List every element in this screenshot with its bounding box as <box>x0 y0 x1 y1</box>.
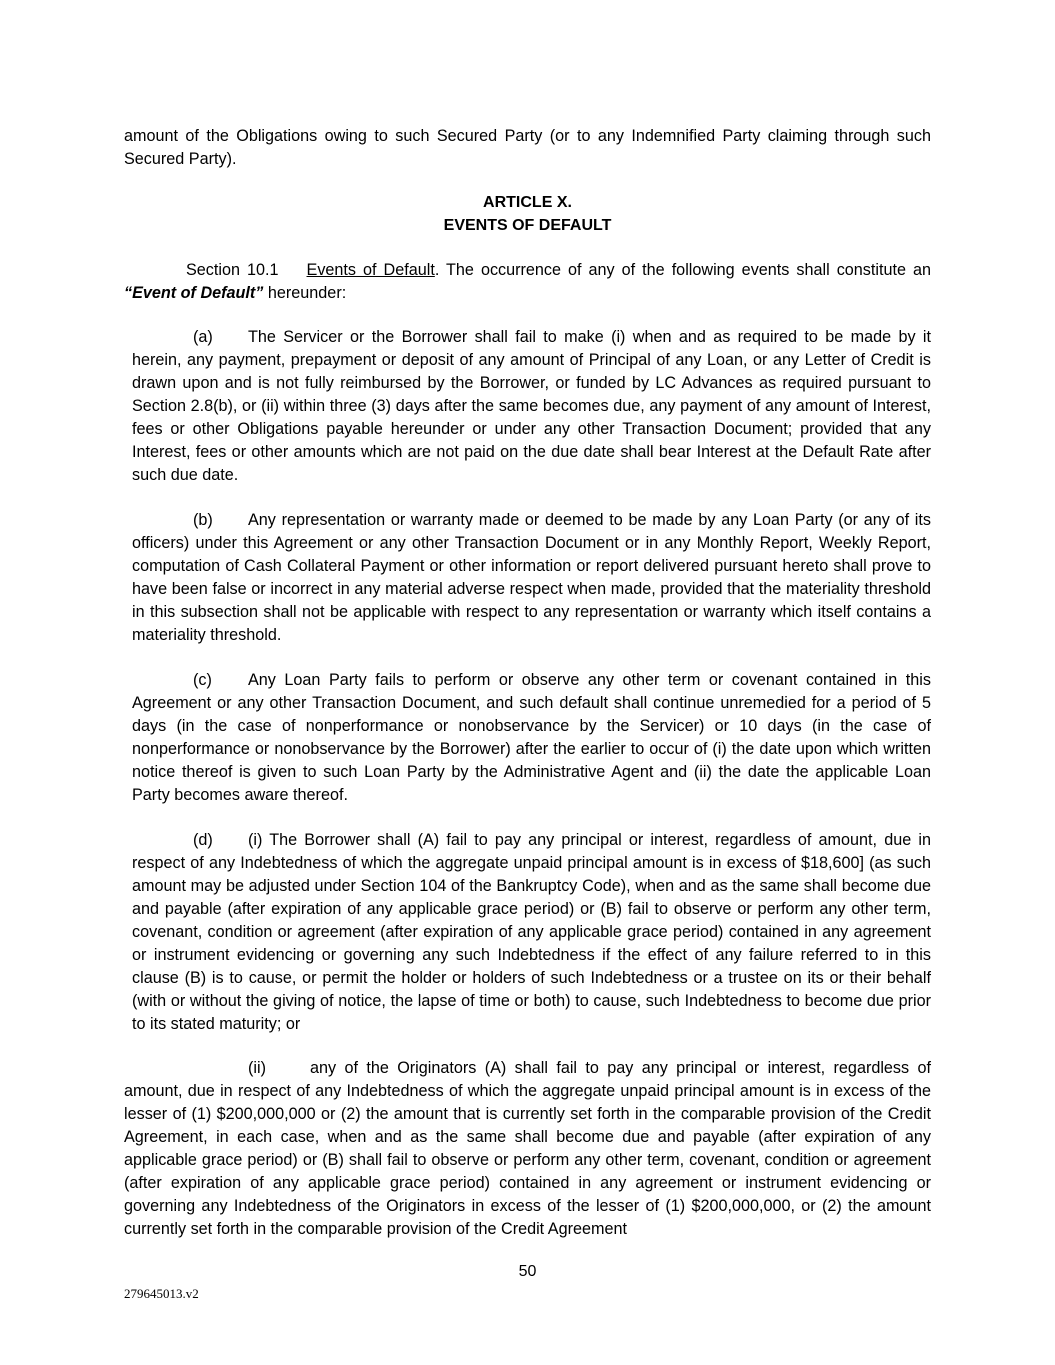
clause-text: Any Loan Party fails to perform or observe any other term or covenant contained in this Agreement or any other Transaction Document, and such default shall continue unremedied for a period of 5 days (in the case of nonperformance or nonobservance by the Servicer) or 10 days (in the case of nonperformance or nonobservance by the Borrower) after the earlier to occur of (i) the date upon which written notice thereof is given to such Loan Party by the Administrative Agent and (ii) the date the applicable Loan Party becomes aware thereof. <box>132 671 931 804</box>
carryover-paragraph: amount of the Obligations owing to such Secured Party (or to any Indemnified Party claiming through such Secured Party). <box>124 127 931 168</box>
section-text-after: hereunder: <box>263 284 347 302</box>
clause-d <box>132 829 931 1036</box>
clause-label: (c) <box>193 671 212 689</box>
clause-label: (d) <box>193 831 213 849</box>
clause-text: The Servicer or the Borrower shall fail to make (i) when and as required to be made by it herein, any payment, prepayment or deposit of any amount of Principal of any Loan, or any Letter of Credit is drawn upon and is not fully reimbursed by the Borrower, or funded by LC Advances as required pursuant to Section 2.8(b), or (ii) within three (3) days after the same becomes due, any payment of any amount of Interest, fees or other Obligations payable hereunder or under any other Transaction Document; provided that any Interest, fees or other amounts which are not paid on the due date shall bear Interest at the Default Rate after such due date. <box>132 328 931 484</box>
article-number: ARTICLE X. <box>483 194 572 211</box>
section-number: Section 10.1 <box>186 261 279 279</box>
clause-label: (a) <box>193 328 213 346</box>
clause-label: (b) <box>193 511 213 529</box>
subclause-label: (ii) <box>248 1059 266 1077</box>
document-id: 279645013.v2 <box>124 1286 199 1301</box>
clause-text: Any representation or warranty made or deemed to be made by any Loan Party (or any of its officers) under this Agreement or any other Transaction Document or in any Monthly Report, Weekly Report, computation of Cash Collateral Payment or other information or report delivered pursuant hereto shall prove to have been false or incorrect in any material adverse respect when made, provided that the materiality threshold in this subsection shall not be applicable with respect to any representation or warranty which itself contains a materiality threshold. <box>132 511 931 644</box>
subclause-ii <box>124 1057 931 1241</box>
clause-c <box>132 669 931 807</box>
page-number: 50 <box>518 1263 537 1280</box>
clause-a <box>132 326 931 487</box>
defined-term: “Event of Default” <box>124 284 264 302</box>
section-10-1-paragraph <box>124 259 931 305</box>
clause-text: (i) The Borrower shall (A) fail to pay any principal or interest, regardless of amount, due in respect of any Indebtedness of which the aggregate unpaid principal amount is in excess of $18,600] (as such amount may be adjusted under Section 104 of the Bankruptcy Code), when and as the same shall become due and payable (after expiration of any applicable grace period) or (B) fail to observe or perform any other term, covenant, condition or agreement (after expiration of any applicable grace period) contained in any agreement or instrument evidencing or governing any such Indebtedness if the effect of any failure referred to in this clause (B) is to cause, or permit the holder or holders of such Indebtedness or a trustee on its or their behalf (with or without the giving of notice, the lapse of time or both) to cause, such Indebtedness to become due prior to its stated maturity; or <box>132 831 931 1033</box>
subclause-text: any of the Originators (A) shall fail to pay any principal or interest, regardless of amount, due in respect of any Indebtedness of which the aggregate unpaid principal amount is in excess of the lesser of (1) $200,000,000 or (2) the amount that is currently set forth in the comparable provision of the Credit Agreement, in each case, when and as the same shall become due and payable (after expiration of any applicable grace period) or (B) shall fail to observe or perform any other term, covenant, condition or agreement (after expiration of any applicable grace period) contained in any agreement or instrument evidencing or governing any Indebtedness of the Originators in excess of the lesser of (1) $200,000,000, or (2) the amount currently set forth in the comparable provision of the Credit Agreement <box>124 1059 931 1238</box>
clause-b <box>132 509 931 647</box>
section-heading: Events of Default <box>306 261 435 279</box>
article-title: EVENTS OF DEFAULT <box>443 217 612 234</box>
section-text-before: . The occurrence of any of the following events shall constitute an <box>434 261 932 279</box>
